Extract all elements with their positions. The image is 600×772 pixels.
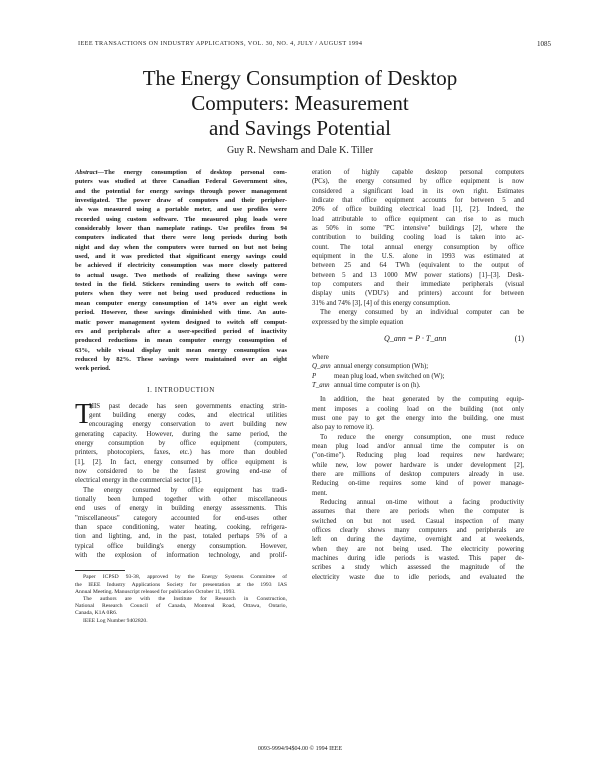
body-line: Reducing on-time requires some kind of power manage- — [312, 480, 524, 488]
where-label: where — [312, 353, 329, 361]
equation-expression: Q_ann = P · T_ann — [384, 333, 447, 343]
abstract-line: computers indicated that there were long periods during both — [75, 234, 287, 242]
intro-line: now considered to be the fastest growing end-use of — [75, 467, 287, 475]
body-line: must one pay to get the energy into the building, one must — [312, 414, 524, 422]
abstract-line: be achieved if electricity consumption was more closely pattered — [75, 262, 287, 270]
body-line: contribution to building cooling load is taken into ac- — [312, 234, 524, 242]
body-line: The energy consumed by an individual computer can be — [320, 309, 524, 317]
equation-number: (1) — [514, 333, 524, 343]
right-column — [312, 168, 524, 582]
body-line: mean plug load and/or annual time the computer is on — [312, 442, 524, 450]
body-line: top computers and their immediate peripherals (visual — [312, 281, 524, 289]
abstract-line: used, and it was predicted that significant energy savings could — [75, 253, 287, 261]
footnote-line: IEEE Log Number 9402820. — [83, 617, 148, 624]
author-line: Guy R. Newsham and Dale K. Tiller — [226, 145, 374, 156]
intro-paragraph-2 — [75, 486, 287, 561]
definition-symbol: T_ann — [312, 381, 330, 389]
abstract-line: week period. — [75, 365, 111, 373]
intro-line: HIS past decade has seen governments enacting strin- — [89, 402, 287, 410]
body-line: display units (VDU's) and printers) account for between — [312, 290, 524, 298]
intro-line: energy consumption by office equipment (computers, — [75, 439, 287, 447]
abstract-line: period. However, these savings diminished with time. An auto- — [75, 309, 287, 317]
footnote-line: The authors are with the Institute for Research in Construction, — [83, 595, 287, 602]
where-clause — [312, 353, 524, 390]
intro-line: The energy consumed by office equipment has tradi- — [83, 486, 287, 494]
page-number: 1085 — [537, 40, 551, 48]
paragraph — [312, 308, 524, 327]
abstract-line: matic power management system designed to switch off comput- — [75, 318, 287, 326]
abstract-line: puters was studied at three Canadian Federal Government sites, — [75, 178, 287, 186]
footnote-line: Paper ICPSD 93-38, approved by the Energy Systems Committee of — [83, 574, 287, 581]
body-line: scribes a study which assessed the magnitude of the — [312, 564, 524, 572]
intro-line: end uses of energy in building energy assessments. This — [75, 505, 287, 513]
abstract-line: recorded using custom software. The measured plug loads were — [75, 215, 287, 223]
body-line: ment. — [312, 489, 328, 497]
body-line: ment imposes a cooling load on the building (not only — [312, 405, 524, 413]
body-line: Reducing annual on-time without a facing productivity — [320, 499, 524, 506]
title-line: The Energy Consumption of Desktop — [142, 66, 458, 90]
abstract-line: night and day when the computers were turned on but not being — [75, 243, 287, 251]
definition-row — [312, 362, 524, 371]
body-line: there are millions of desktop computers already in use. — [312, 470, 524, 478]
abstract-line: mean computer energy consumption of 14% over an eight week — [75, 299, 287, 307]
body-line: 31% and 74% [3], [4] of this energy consumption. — [312, 299, 451, 307]
body-line: In addition, the heat generated by the computing equip- — [320, 396, 524, 404]
abstract-line: ers and peripherals after a user-specified period of inactivity — [75, 327, 287, 335]
body-line: count. The total annual energy consumption by office — [312, 243, 524, 251]
definition-row — [312, 372, 524, 381]
abstract-line: puters when they were not being used produced reductions in — [75, 290, 287, 298]
intro-line: with the explosion of information technology, and prolif- — [75, 552, 287, 560]
copyright-footer: 0093-9994/94$04.00 © 1994 IEEE — [257, 746, 343, 752]
body-line: ("on-time"). Reducing plug load requires new hardware; — [312, 452, 524, 460]
intro-line: electrical energy in the commercial sector [1]. — [75, 477, 202, 485]
footnote — [75, 574, 287, 624]
body-line: between 5 and 13 1000 MW power stations) [1]–[3]. Desk- — [312, 271, 524, 279]
definition-row — [312, 381, 524, 390]
intro-line: typical office building's energy consumption. However, — [75, 542, 287, 550]
footnote-line: Annual Meeting. Manuscript released for publication October 11, 1993. — [75, 588, 236, 595]
intro-paragraph — [75, 398, 287, 486]
abstract — [75, 168, 287, 374]
paragraph — [312, 168, 524, 308]
paragraph — [312, 395, 524, 432]
intro-line: tionally been lumped together with other miscellaneous — [75, 496, 287, 503]
intro-line: tion and lighting, and, in the past, totaled perhaps 5% of a — [75, 533, 287, 541]
intro-line: gent building energy codes, and electrical utilities — [89, 411, 287, 419]
definition-text: annual time computer is on (h). — [334, 381, 421, 389]
footnote-line: National Research Council of Canada, Montreal Road, Ottawa, Ontario, — [75, 603, 287, 610]
footnote-line: the IEEE Industry Applications Society for presentation at the 1993 IAS — [75, 581, 287, 588]
body-line: when they are not being used. The electricity powering — [312, 545, 524, 553]
body-line: 20% of office building electrical load [1], [2]. Indeed, the — [312, 206, 524, 214]
intro-line: printers, photocopiers, faxes, etc.) has more than doubled — [75, 449, 287, 457]
abstract-line: als was measured using a portable meter, and use profiles were — [75, 206, 287, 214]
definition-symbol: Q_ann — [312, 363, 331, 371]
paragraph — [312, 498, 524, 582]
body-line: left on during the daytime, overnight and at weekends, — [312, 536, 524, 544]
section-heading-introduction: I. INTRODUCTION — [147, 385, 215, 394]
body-line: while new, low power hardware is under development [2], — [312, 461, 524, 469]
equation-1 — [312, 331, 524, 349]
body-line: electricity waste due to idle periods, and evaluated the — [312, 573, 524, 581]
body-line: switched on but not used. Casual inspection of many — [312, 517, 524, 525]
body-line: To reduce the energy consumption, one must reduce — [320, 433, 524, 441]
body-line: also pay to remove it). — [312, 424, 374, 432]
abstract-line: investigated. The power draw of computers and their peripher- — [75, 197, 287, 205]
intro-line: generating capacity. However, during the same period, the — [75, 430, 287, 438]
abstract-line: Abstract—The energy consumption of desktop personal com- — [75, 169, 287, 176]
paper-title — [60, 66, 540, 141]
drop-cap: T — [75, 398, 93, 430]
abstract-line: considerably lower than nameplate ratings. Use profiles from 94 — [75, 225, 287, 233]
body-line: eration of highly capable desktop personal computers — [312, 169, 524, 176]
body-line: machines during idle periods is wasted. This paper de- — [312, 555, 524, 563]
paragraph — [312, 433, 524, 498]
body-line: between 25 and 64 TWh (equivalent to the output of — [312, 262, 524, 270]
body-line: assumes that there are periods when the computer is — [312, 508, 524, 516]
abstract-line: reduced by 82%. These savings were maintained over an eight — [75, 355, 287, 363]
left-column — [75, 168, 287, 625]
body-line: offices clearly shows many computers and peripherals are — [312, 527, 524, 535]
intro-line: than space conditioning, water heating, cooking, refrigera- — [75, 524, 287, 532]
footnote-line: Canada, K1A 0R6. — [75, 610, 118, 617]
intro-line: "miscellaneous" category accounted for end-uses other — [75, 514, 287, 522]
abstract-line: and the potential for energy savings through power management — [75, 187, 287, 195]
abstract-lead: Abstract — [75, 169, 98, 176]
body-line: considered a significant load in its own right. Estimates — [312, 187, 524, 195]
abstract-line: produced reductions in mean computer energy consumption of — [75, 337, 287, 345]
definition-text: mean plug load, when switched on (W); — [334, 372, 445, 380]
title-line: and Savings Potential — [209, 116, 391, 140]
footnote-divider — [75, 570, 125, 571]
body-line: equipment in the U.S. alone in 1993 was estimated at — [312, 253, 524, 261]
body-line: expressed by the simple equation — [312, 318, 404, 326]
title-line: Computers: Measurement — [191, 91, 409, 115]
body-line: (PCs), the energy consumed by office equipment is now — [312, 178, 524, 186]
definition-symbol: P — [312, 372, 317, 380]
intro-line: [1], [2]. In fact, energy consumed by office equipment is — [75, 458, 287, 466]
definition-text: annual energy consumption (Wh); — [334, 363, 429, 371]
abstract-line: 63%, while visual display unit mean energy consumption was — [75, 346, 287, 354]
abstract-line: tested in the field. Stickers reminding users to switch off com- — [75, 281, 287, 289]
intro-line: encouraging energy conservation to avert building new — [89, 421, 287, 429]
body-line: indicate that office equipment accounts for between 5 and — [312, 197, 524, 205]
running-header: IEEE TRANSACTIONS ON INDUSTRY APPLICATIONS, VOL. 30, NO. 4, JULY / AUGUST 1994 — [78, 40, 363, 47]
abstract-line: to actual usage. Two methods of realizing these savings were — [75, 271, 287, 279]
body-line: load attributable to office equipment can rise to as much — [312, 215, 524, 223]
body-line: as 50% in some "PC intensive" buildings [2], where the — [312, 225, 524, 233]
